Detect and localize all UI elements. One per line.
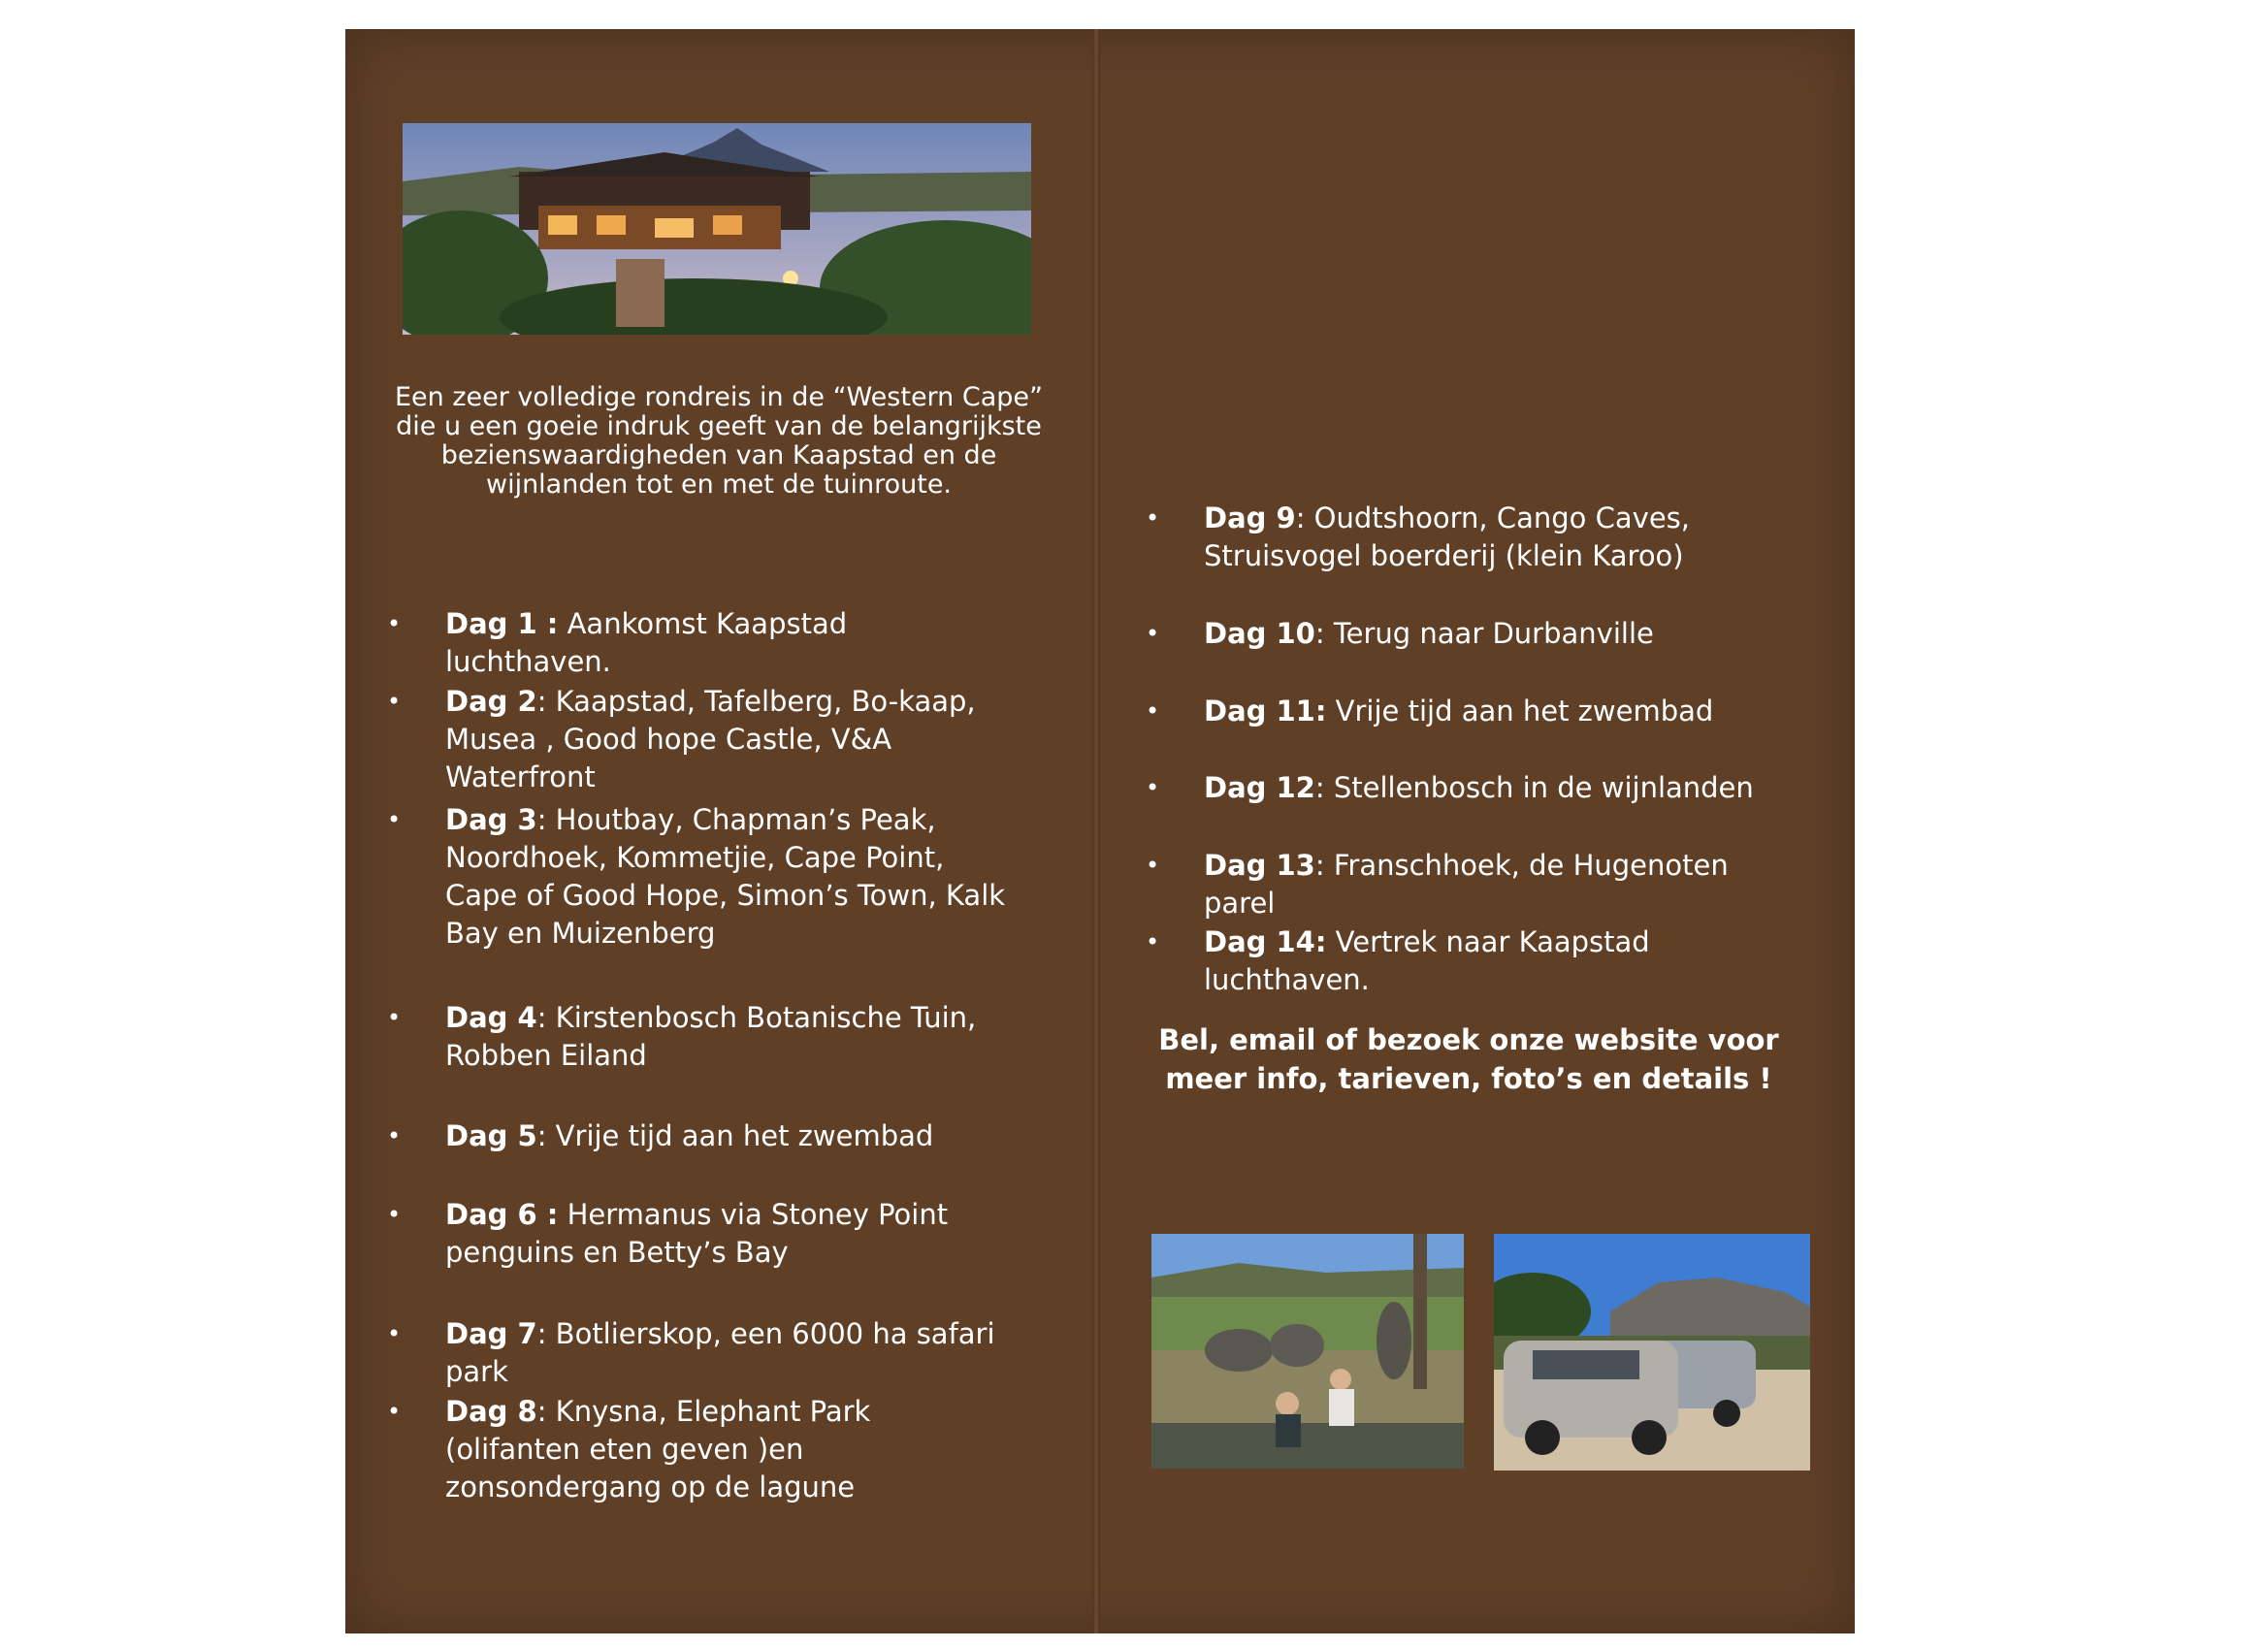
day-description: : Houtbay, Chapman’s Peak, Noordhoek, Kommetjie, Cape Point, Cape of Good Hope, Simon’s Town, Kalk Bay en Muizenberg — [445, 803, 1006, 950]
bullet: • — [387, 1320, 402, 1347]
day-label: Dag 14: — [1204, 925, 1327, 958]
day-description: : Stellenbosch in de wijnlanden — [1314, 771, 1754, 804]
day-description: : Vrije tijd aan het zwembad — [536, 1119, 934, 1152]
bullet: • — [387, 1398, 402, 1425]
day-description: : Kaapstad, Tafelberg, Bo-kaap, Musea , Good hope Castle, V&A Waterfront — [445, 685, 976, 793]
bullet: • — [387, 1122, 402, 1149]
intro-paragraph: Een zeer volledige rondreis in de “Western Cape” die u een goeie indruk geeft van de belangrijkste bezienswaardigheden van Kaapstad en de wijnlanden tot en met de tuinroute. — [394, 382, 1044, 500]
day-description: Aankomst Kaapstad luchthaven. — [445, 607, 848, 678]
bullet: • — [387, 610, 402, 637]
day-label: Dag 10 — [1204, 617, 1315, 650]
bullet: • — [1146, 774, 1160, 801]
day-description: : Terug naar Durbanville — [1314, 617, 1654, 650]
bullet: • — [1146, 620, 1160, 647]
day-description: Hermanus via Stoney Point penguins en Betty’s Bay — [445, 1198, 949, 1269]
day-label: Dag 2 — [445, 685, 537, 718]
day-description: Vertrek naar Kaapstad luchthaven. — [1204, 925, 1650, 996]
bullet: • — [1146, 504, 1160, 532]
bullet: • — [387, 1004, 402, 1031]
day-description: : Knysna, Elephant Park (olifanten eten geven )en zonsondergang op de lagune — [445, 1395, 871, 1504]
day-label: Dag 6 : — [445, 1198, 559, 1231]
day-label: Dag 7 — [445, 1317, 537, 1350]
elephants-photo — [1151, 1234, 1464, 1469]
day-label: Dag 13 — [1204, 849, 1315, 882]
day-label: Dag 5 — [445, 1119, 537, 1152]
lodge-photo — [403, 123, 1031, 335]
day-label: Dag 9 — [1204, 501, 1296, 534]
vehicles-photo — [1494, 1234, 1810, 1471]
day-description: : Franschhoek, de Hugenoten parel — [1204, 849, 1729, 920]
day-label: Dag 4 — [445, 1001, 537, 1034]
day-description: : Oudtshoorn, Cango Caves, Struisvogel boerderij (klein Karoo) — [1204, 501, 1690, 572]
day-description: : Kirstenbosch Botanische Tuin, Robben Eiland — [445, 1001, 977, 1072]
day-label: Dag 8 — [445, 1395, 537, 1428]
bullet: • — [387, 1201, 402, 1228]
bullet: • — [1146, 852, 1160, 879]
bullet: • — [1146, 928, 1160, 955]
bullet: • — [1146, 697, 1160, 725]
day-label: Dag 11: — [1204, 695, 1327, 728]
day-label: Dag 12 — [1204, 771, 1315, 804]
day-label: Dag 3 — [445, 803, 537, 836]
bullet: • — [387, 688, 402, 715]
bullet: • — [387, 806, 402, 833]
fold-line — [1092, 29, 1100, 1633]
call-to-action: Bel, email of bezoek onze website voor meer info, tarieven, foto’s en details ! — [1158, 1023, 1779, 1095]
day-description: Vrije tijd aan het zwembad — [1326, 695, 1714, 728]
day-description: : Botlierskop, een 6000 ha safari park — [445, 1317, 995, 1388]
day-label: Dag 1 : — [445, 607, 559, 640]
